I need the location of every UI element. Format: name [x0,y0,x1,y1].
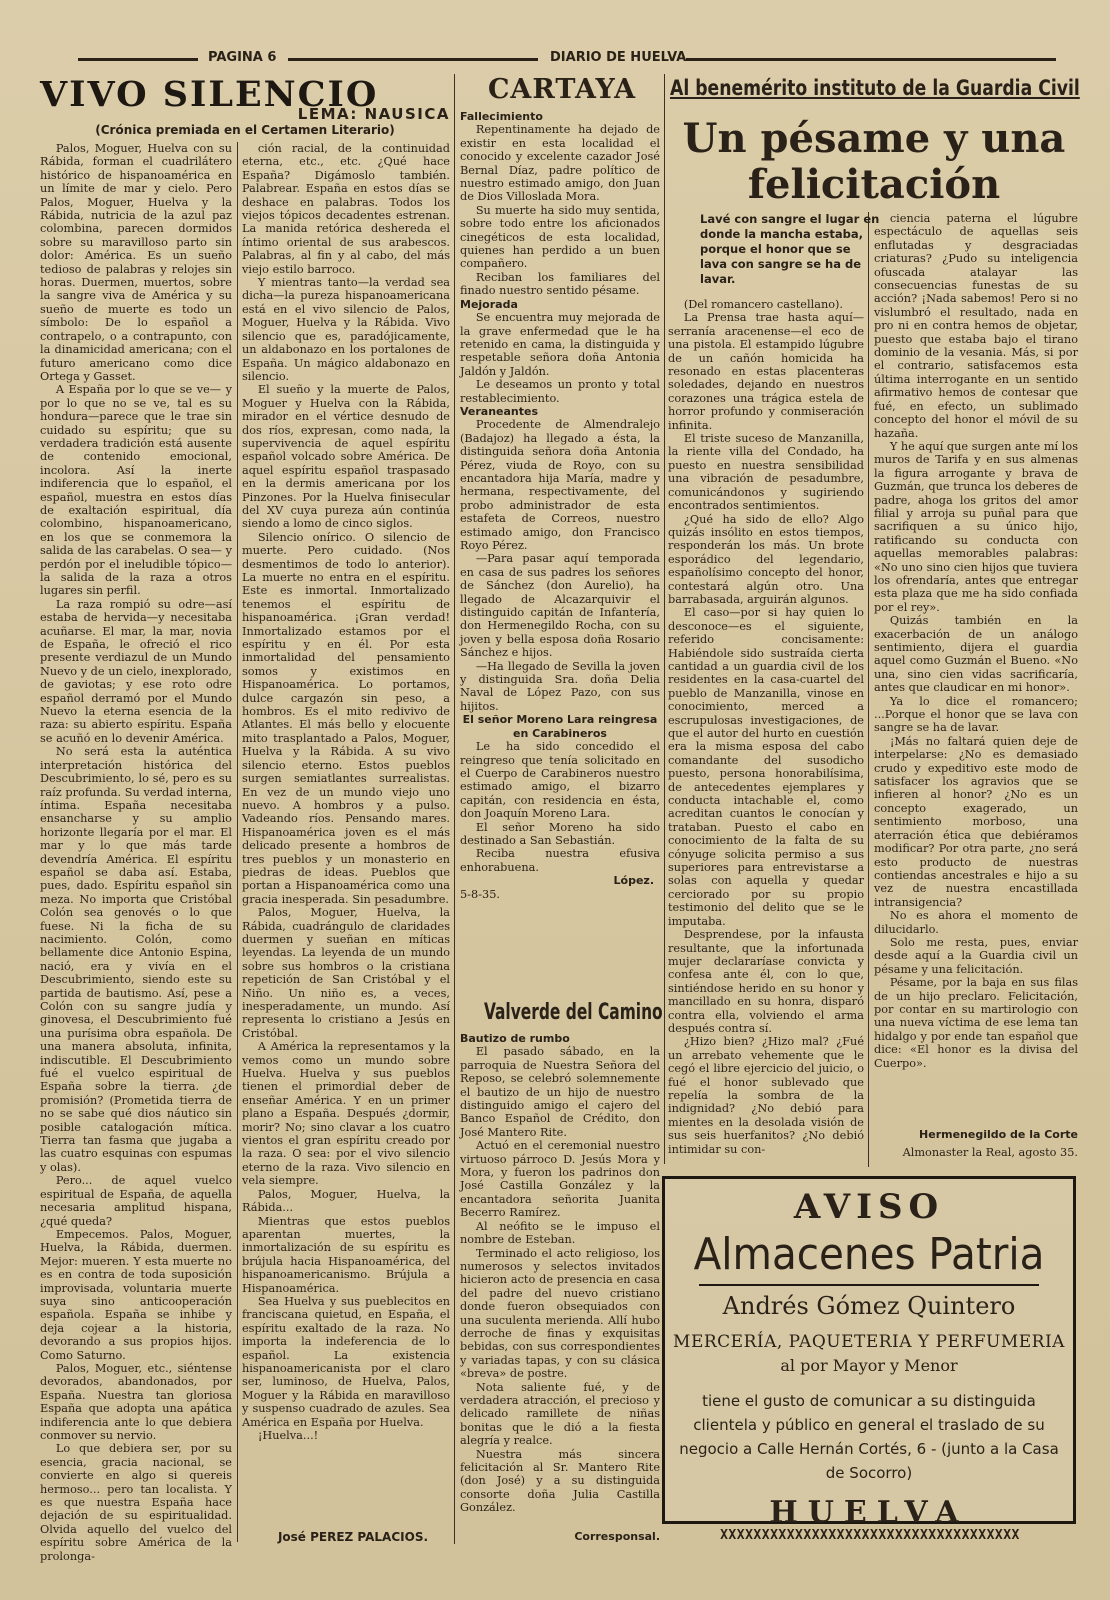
paragraph: Reciba nuestra efusiva enhorabuena. [460,847,660,874]
paragraph: ¡Más no faltará quien deje de interpelarse: ¿No es demasiado crudo y expeditivo este modo de satisfacer los agravios que se infieren al honor? ¿No es un concepto exagerado, un sentimiento morboso, una aterración ética que debiéramos modificar? Por otra parte, ¿no será esto producto de nuestras contiendas ancestrales e hijo a su vez de nuestra encastillada intransigencia? [874,734,1078,909]
paragraph: A España por lo que se ve— y por lo que no se ve, tal es su hondura—parece que le trae sin cuidado su espíritu; que su verdadera tradición está ausente de contenido emocional, incolora. Así la inerte indiferencia que lo español, el español, muestra en estos días de exaltación espiritual, día colombino, hispanoamericano, en los que se conmemora la salida de las carabelas. O sea— y perdón por el ineludible tópico—la salida de la raza a otros lugares sin perfil. [40,383,232,598]
paragraph: ¿Hizo bien? ¿Hizo mal? ¿Fué un arrebato vehemente que le cegó el libre ejercicio del juicio, o fué el honor sublevado que repelía la sombra de la indignidad? ¿No debió para mientes en la desolada visión de sus seis huerfanitos? ¿No debió intimidar su con- [668,1035,864,1156]
ad-city: HUELVA [769,1495,969,1530]
paragraph: Pero... de aquel vuelco espiritual de España, de aquella necesaria amplitud hispana, ¿qué queda? [40,1174,232,1228]
paragraph: (Del romancero castellano). [683,298,844,311]
subheading: Bautizo de rumbo [460,1032,570,1045]
paragraph: Palos, Moguer, etc., siéntense devorados, abandonados, por España. Nuestra tan gloriosa España que adopta una apática indiferencia ante lo que debiera conmover su nervio. [40,1361,232,1442]
column-divider [237,142,238,1542]
paragraph: Procedente de Almendralejo (Badajoz) ha llegado a ésta, la distinguida señora doña Antonia Pérez, viuda de Royo, con su encantadora hija María, madre y hermana, respectivamente, del probo administrador de esta estafeta de Correos, nuestro estimado amigo, don Francisco Royo Pérez. [460,418,660,552]
column-divider [454,74,455,1544]
paragraph: Quizás también en la exacerbación de un análogo sentimiento, dijera el guardia aquel como Guzmán el Bueno. «No una, sino cien vidas sacrificaría, antes que claudicar en mi honor». [874,614,1078,695]
paragraph: Palos, Moguer, Huelva, la Rábida, cuadrángulo de claridades duermen y sueñan en míticas leyendas. La leyenda de un mundo sobre sus hombros o la cristiana repetición de San Cristóbal y el Niño. Un niño es, a veces, inesperadamente, un mundo. Así representa lo cristiano a Jesús en Cristóbal. [242,906,450,1040]
column-divider [868,212,869,1167]
paragraph: El sueño y la muerte de Palos, Moguer y Huelva con la Rábida, mirador en el vértice desnudo de dos ríos, expresan, como nada, la supervivencia de aquel espíritu español volcado sobre América. De aquel espíritu español traspasado en la dermis americana por los Pinzones. Por la Huelva finisecular del XV cuya pureza aún continúa siendo a lomo de cinco siglos. [242,383,450,531]
paragraph: Actuó en el ceremonial nuestro virtuoso párroco D. Jesús Mora y Mora, y fueron los padrinos don José Castilla González y la encantadora señorita Juanita Becerro Ramírez. [460,1139,660,1220]
guardia-column-1 [668,298,864,1164]
section-title: Valverde del Camino [484,1000,663,1025]
paragraph: El pasado sábado, en la parroquia de Nuestra Señora del Reposo, se celebró solemnemente el bautizo de un hijo de nuestro distinguido amigo el cajero del Banco Español de Crédito, don José Mantero Rite. [460,1045,660,1139]
article-author: Hermenegildo de la Corte [919,1128,1078,1141]
signature: López. [613,874,654,888]
paragraph: Terminado el acto religioso, los numerosos y selectos invitados hicieron acto de presencia en casa del padre del nuevo cristiano donde fueron obsequiados con una suculenta merienda. Allí hubo derroche de finas y exquisitas bebidas, con sus correspondientes y variadas tapas, y con su clásica «breva» de postre. [460,1246,660,1381]
paragraph: Y mientras tanto—la verdad sea dicha—la pureza hispanoamericana está en el vivo silencio de Palos, Moguer, Huelva y la Rábida. Vivo silencio que es, paradójicamente, un aldabonazo en los portalones de España. Un mágico aldabonazo en silencio. [242,276,450,383]
paragraph: Lo que debiera ser, por su esencia, gracia nacional, se convierte en algo si quereis hermoso... pero tan localista. Y es que nuestra España hace dejación de su espiritualidad. Olvida aquello del vuelco del espíritu sobre América de la prolonga- [40,1442,232,1563]
paragraph: Palos, Moguer, Huelva con su Rábida, forman el cuadrilátero histórico de hispanoamérica en un límite de mar y cielo. Pero Palos, Moguer, Huelva y la Rábida, nutricia de la azul paz colombina, parecen dormidos sobre su maravilloso parto sin dolor: América. Es un sueño tedioso de palabras y relojes sin horas. Duermen, muertos, sobre la sangre viva de América y su sueño de muerte es todo un símbolo: De lo español a contrapelo, o a contrapunto, con la dinamicidad americana; con el futuro americano como dice Ortega y Gasset. [40,142,232,383]
paragraph: Ya lo dice el romancero; ...Porque el honor que se lava con sangre se ha de lavar. [874,694,1078,735]
paragraph: Nota saliente fué, y de verdadera atracción, el precioso y delicado ramillete de niñas bonitas que le dió a la fiesta alegría y realce. [460,1380,660,1448]
paragraph: La Prensa trae hasta aquí—serranía aracenense—el eco de una pistola. El estampido lúgubre de un cañón homicida ha resonado en estas placenteras soledades, dejando en nuestros corazones una trágica estela de horror profundo y conmiseración infinita. [668,311,864,432]
cartaya-column [460,110,660,990]
guardia-column-2 [874,212,1078,1117]
signature: Corresponsal. [574,1530,660,1543]
page-number: PAGINA 6 [208,50,277,65]
paragraph: ciencia paterna el lúgubre espectáculo de aquellas seis enflutadas y desgraciadas criaturas? ¿Pudo su inteligencia ofuscada atalayar las consecuencias funestas de su acción? ¡Nada sabemos! Pero si no vislumbró el resultado, nada en pro ni en contra hemos de objetar, puesto que estaba bajo el tirano dominio de la vesania. Más, si por el contrario, satisfacemos esta última interrogante en un sentido afirmativo hemos de contesar que fué, en efecto, un sublimado concepto del honor el móvil de su hazaña. [874,212,1078,440]
header-rule [288,58,538,61]
paragraph: Silencio onírico. O silencio de muerte. Pero cuidado. (Nos desmentimos de todo lo anterior). La muerte no entra en el espíritu. Este es inmortal. Inmortalizado tenemos el espíritu de hispanoamérica. ¡Gran verdad! Inmortalizado estamos por el espíritu y en él. Por esta inmortalidad del pensamiento somos y existimos en Hispanoamérica. Lo portamos, dulce cargazón sin peso, a hombros. Es el mito redivivo de Atlantes. El más bello y elocuente mito trasplantado a Palos, Moguer, Huelva y la Rábida. A su vivo silencio eterno. Estos pueblos surgen semiatlantes surrealistas. En vez de un mundo viejo uno nuevo. A hombros y a pulso. Vadeando ríos. Pensando mares. Hispanoamérica joven es el más delicado presente a hombros de tres pueblos y un monasterio en piedras de ideas. Pueblos que portan a Hispanoamérica como una gracia inesperada. Sin pesadumbre. [242,530,450,906]
paragraph: —Para pasar aquí temporada en casa de sus padres los señores de Sánchez (don Aurelio), ha llegado de Alcazarquivir el distinguido capitán de Infantería, don Hermenegildo Rocha, con su joven y bella esposa doña Rosario Sánchez e hijos. [460,552,660,660]
paragraph: Nuestra más sincera felicitación al Sr. Mantero Rite (don José) y a su distinguida consorte doña Julia Castilla González. [460,1447,660,1515]
paragraph: Se encuentra muy mejorada de la grave enfermedad que le ha retenido en cama, la distinguida y respetable señora doña Antonia Jaldón y Jaldón. [460,311,660,378]
valverde-column [460,1032,660,1522]
paragraph: Le deseamos un pronto y total restablecimiento. [460,378,660,405]
paragraph: El caso—por si hay quien lo desconoce—es el siguiente, referido concisamente: Habiéndole sido sustraída cierta cantidad a un guardia civil de los residentes en la casa-cuartel del pueblo de Manzanilla, vinose en conocimiento, merced a escrupulosas investigaciones, de que el autor del hurto en cuestión era la misma esposa del cabo comandante del susodicho puesto, persona honorabilísima, de antecedentes ejemplares y conducta intachable el, como acreditan cuantos le conocían y trataban. Puesto el cabo en conocimiento de la falta de su cónyuge solicita permiso a sus superiores para entrevistarse a solas con aquella y quedar cerciorado por su propio testimonio del delito que se le imputaba. [668,606,864,928]
paragraph: Palos, Moguer, Huelva, la Rábida... [242,1187,450,1215]
vivo-column-1 [40,142,232,1563]
header-rule [686,58,1056,61]
paragraph: ción racial, de la continuidad eterna, etc., etc. ¿Qué hace España? Digámoslo también. Palabrear. España en estos días se deshace en palabras. Todos los viejos tópicos decadentes estrenan. La manida retórica deshereda el íntimo oriental de sus arabescos. Palabras, al fin y al cabo, del más viejo estilo barroco. [242,142,450,276]
newspaper-name: DIARIO DE HUELVA [550,50,687,65]
article-author: José PEREZ PALACIOS. [277,1530,429,1544]
paragraph: Le ha sido concedido el reingreso que tenía solicitado en el Cuerpo de Carabineros nuestro estimado amigo, el bizarro capitán, con residencia en ésta, don Joaquín Moreno Lara. [460,740,660,821]
advertisement [662,1176,1076,1530]
paragraph: El triste suceso de Manzanilla, la riente villa del Condado, ha puesto en nuestra sensibilidad una vibración de pesadumbre, comunicándonos y sugiriendo encontrados sentimientos. [668,432,864,513]
subheading: Veraneantes [460,404,539,418]
paragraph: Repentinamente ha dejado de existir en esta localidad el conocido y excelente cazador José Bernal Díaz, padre político de nuestro estimado amigo, don Juan de Dios Villoslada Mora. [460,123,660,204]
dateline: Almonaster la Real, agosto 35. [902,1146,1078,1159]
ad-store-name: Almacenes Patria [693,1229,1045,1280]
article-lema: LEMA: NAUSICA [297,105,450,123]
subheading: Mejorada [460,297,518,311]
paragraph: No será esta la auténtica interpretación histórica del Descubrimiento, lo sé, pero es su raíz profunda. Su verdad interna, íntima. España necesitaba ensancharse y su amplio horizonte llegaría por el mar. El mar y lo que más tarde devendría América. El espíritu español se daba así. Estaba, pues, dado. Espíritu español sin meza. No importa que Cristóbal Colón sea genovés o lo que fuese. Ni la ficha de su nacimiento. Colón, como bellamente dice Antonio Espina, nació, era y vivía en el Descubrimiento, siendo este su partida de bautismo. Así, pese a Colón con su sangre judía y ginovesa, el Descubrimiento fué una purísima obra española. De una manera absoluta, infinita, indiscutible. El Descubrimiento fué el vuelco espiritual de España sobre la tierra. ¿de promisión? (Prometida tierra de no se sabe qué dios náutico sin posible catalogación mítica. Tierra tan fasma que jugaba a las cuatro esquinas con espumas y olas). [40,745,232,1174]
ad-line: MERCERÍA, PAQUETERIA Y PERFUMERIA [673,1332,1065,1352]
ad-aviso: AVISO [793,1187,945,1227]
article-kicker: Al benemérito instituto de la Guardia Civil [670,76,1080,100]
paragraph: —Ha llegado de Sevilla la joven y distinguida Sra. doña Delia Naval de López Pazo, con sus hijitos. [460,659,660,713]
paragraph: Reciban los familiares del finado nuestro sentido pésame. [460,270,660,298]
vivo-column-2 [242,142,450,1540]
article-subtitle: (Crónica premiada en el Certamen Literario) [95,123,395,137]
subheading: Fallecimiento [460,110,543,123]
dateline: 5-8-35. [460,887,500,901]
ad-border-pattern: XXXXXXXXXXXXXXXXXXXXXXXXXXXXXXXXXXXX [720,1528,1020,1543]
paragraph: ¡Huelva...! [257,1429,319,1442]
page-header [70,50,1060,70]
paragraph: Y he aquí que surgen ante mí los muros de Tarifa y en sus almenas la figura arrogante y brava de Guzmán, que trunca los deberes de padre, ahoga los gritos del amor filial y arroja su puñal para que sacrifiquen a su único hijo, ratificando su conducta con aquellas memorables palabras: «No uno sino cien hijos que tuviera los ofrendaría, antes que entregar esta plaza que me ha sido confiada por el rey». [874,439,1078,614]
paragraph: Pésame, por la baja en sus filas de un hijo preclaro. Felicitación, por contar en su martirologio con una nueva víctima de ese lema tan hidalgo y por ende tan español que dice: «El honor es la divisa del Cuerpo». [874,976,1078,1070]
paragraph: No es ahora el momento de dilucidarlo. [874,909,1078,936]
ad-owner: Andrés Gómez Quintero [722,1292,1016,1320]
paragraph: La raza rompió su odre—así estaba de hervida—y necesitaba acuñarse. El mar, la mar, novia de España, le ofreció el rico presente verdiazul de un Mundo Nuevo y de un cielo, inexplorado, de gaviotas; y ese roto odre español derramó por el Mundo Nuevo la eterna esencia de la raza: su abierto espíritu. España se acuñó en lo devenir América. [40,597,232,745]
section-title: CARTAYA [487,74,637,105]
paragraph: ¿Qué ha sido de ello? Algo quizás insólito en estos tiempos, responderán los más. Un brote esporádico del legendario, españolísimo concepto del honor, contestará algún otro. Una barrabasada, arguirán algunos. [668,512,864,606]
paragraph: Sea Huelva y sus pueblecitos en franciscana quietud, en España, el espíritu exaltado de la raza. No importa la indeferencia de lo español. La existencia hispanoamericanista por el claro ser, luminoso, de Huelva, Palos, Moguer y la Rábida en maravilloso y suspenso cuadrado de azules. Sea América en España por Huelva. [242,1294,450,1429]
header-rule [78,58,198,61]
paragraph: El señor Moreno ha sido destinado a San Sebastián. [460,820,660,847]
paragraph: Mientras que estos pueblos aparentan muertes, la inmortalización de su espíritu es brújula hacia Hispanoamérica, del hispanoamericanismo. Brújula a Hispanoamérica. [242,1214,450,1295]
subheading: El señor Moreno Lara reingresa en Carabineros [462,713,658,740]
ad-body: tiene el gusto de comunicar a su distinguida clientela y público en general el traslado de su negocio a Calle Hernán Cortés, 6 - (junto a la Casa de Socorro) [679,1392,1059,1482]
paragraph: Su muerte ha sido muy sentida, sobre todo entre los aficionados cinegéticos de esta localidad, quienes han perdido a un buen compañero. [460,203,660,271]
paragraph: Desprendese, por la infausta resultante, que la infortunada mujer declararíase convicta y confesa ante él, con lo que, sintiéndose herido en su honor y mancillado en su honra, disparó contra ella, volviendo el arma después contra sí. [668,928,864,1035]
divider [699,1284,1039,1286]
column-divider [664,74,665,1164]
paragraph: Solo me resta, pues, enviar desde aquí a la Guardia civil un pésame y una felicitación. [874,935,1078,976]
paragraph: A América la representamos y la vemos como un mundo sobre Huelva. Huelva y sus pueblos tienen el primordial deber de enseñar América. Y en un primer plano a España. Después ¿dormir, morir? No; sino clavar a los cuatro vientos el gran espíritu creado por la raza. O sea: por el vivo silencio eterno de la raza. Vivo silencio en vela siempre. [242,1040,450,1188]
article-title: VIVO SILENCIO [40,74,379,115]
paragraph: Al neófito se le impuso el nombre de Esteban. [460,1219,660,1247]
paragraph: Empecemos. Palos, Moguer, Huelva, la Rábida, duermen. Mejor: mueren. Y esta muerte no es en contra de toda suposición improvisada, voluntaria muerte suya sino anticooperación española. España se inhibe y deja cojear a la historia, devorando a sus propios hijos. Como Saturno. [40,1227,232,1362]
article-title: Un pésame y una felicitación [682,115,1066,208]
epigraph: Lavé con sangre el lugar en donde la mancha estaba, porque el honor que se lava con sangre se ha de lavar. [700,212,880,286]
ad-line: al por Mayor y Menor [780,1356,958,1375]
